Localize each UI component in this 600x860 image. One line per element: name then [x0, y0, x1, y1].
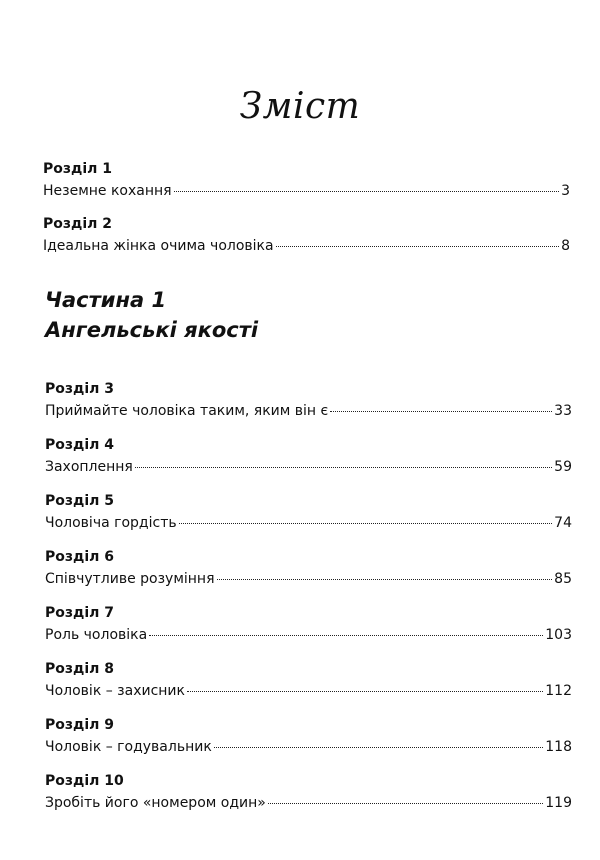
- chapter-label: Розділ 5: [45, 493, 114, 509]
- chapter-title: Чоловіча гордість: [45, 515, 177, 531]
- toc-line: [45, 570, 572, 588]
- dot-leader: [149, 635, 543, 636]
- chapter-label: Розділ 3: [45, 381, 114, 397]
- page-number: 112: [545, 683, 572, 699]
- toc-line: [45, 794, 572, 812]
- dot-leader: [135, 467, 552, 468]
- chapter-title: Співчутливе розуміння: [45, 571, 215, 587]
- part-number: Частина 1: [45, 288, 167, 312]
- chapter-title: Чоловік – захисник: [45, 683, 185, 699]
- page-number: 33: [554, 403, 572, 419]
- chapter-title: Чоловік – годувальник: [45, 739, 212, 755]
- toc-entry-chapter-5[interactable]: [45, 492, 572, 532]
- part-name: Ангельські якості: [45, 318, 259, 342]
- page-number: 74: [554, 515, 572, 531]
- dot-leader: [187, 691, 543, 692]
- chapter-title: Роль чоловіка: [45, 627, 148, 643]
- chapter-label: Розділ 7: [45, 605, 114, 621]
- toc-entry-chapter-2[interactable]: [43, 215, 570, 255]
- chapter-label: Розділ 1: [43, 161, 112, 177]
- chapter-label: Розділ 8: [45, 661, 114, 677]
- chapter-label: Розділ 2: [43, 216, 112, 232]
- page-number: 119: [545, 795, 572, 811]
- chapter-title: Захоплення: [45, 459, 133, 475]
- dot-leader: [276, 246, 560, 247]
- dot-leader: [330, 411, 552, 412]
- page-number: 103: [545, 627, 572, 643]
- toc-line: [43, 237, 570, 255]
- page-number: 59: [554, 459, 572, 475]
- chapter-label: Розділ 9: [45, 717, 114, 733]
- chapter-title: Ідеальна жінка очима чоловіка: [43, 238, 274, 254]
- toc-entry-chapter-1[interactable]: [43, 160, 570, 200]
- toc-entry-chapter-4[interactable]: [45, 436, 572, 476]
- chapter-title: Неземне кохання: [43, 183, 172, 199]
- chapter-label: Розділ 4: [45, 437, 114, 453]
- toc-entry-chapter-8[interactable]: [45, 660, 572, 700]
- page-number: 8: [561, 238, 570, 254]
- toc-line: [45, 458, 572, 476]
- toc-line: [45, 738, 572, 756]
- toc-entry-chapter-10[interactable]: [45, 772, 572, 812]
- chapter-label: Розділ 6: [45, 549, 114, 565]
- page-number: 118: [545, 739, 572, 755]
- page-number: 3: [561, 183, 570, 199]
- toc-entry-chapter-6[interactable]: [45, 548, 572, 588]
- toc-entry-chapter-3[interactable]: [45, 380, 572, 420]
- dot-leader: [179, 523, 553, 524]
- chapter-title: Зробіть його «номером один»: [45, 795, 266, 811]
- page-number: 85: [554, 571, 572, 587]
- dot-leader: [214, 747, 543, 748]
- toc-entry-chapter-7[interactable]: [45, 604, 572, 644]
- page-title: Зміст: [239, 86, 361, 128]
- toc-line: [45, 514, 572, 532]
- toc-entry-chapter-9[interactable]: [45, 716, 572, 756]
- toc-line: [45, 402, 572, 420]
- toc-line: [45, 626, 572, 644]
- part-heading: [45, 285, 258, 345]
- dot-leader: [268, 803, 543, 804]
- dot-leader: [217, 579, 553, 580]
- dot-leader: [174, 191, 559, 192]
- toc-line: [43, 182, 570, 200]
- toc-line: [45, 682, 572, 700]
- chapter-label: Розділ 10: [45, 773, 124, 789]
- chapter-title: Приймайте чоловіка таким, яким він є: [45, 403, 329, 419]
